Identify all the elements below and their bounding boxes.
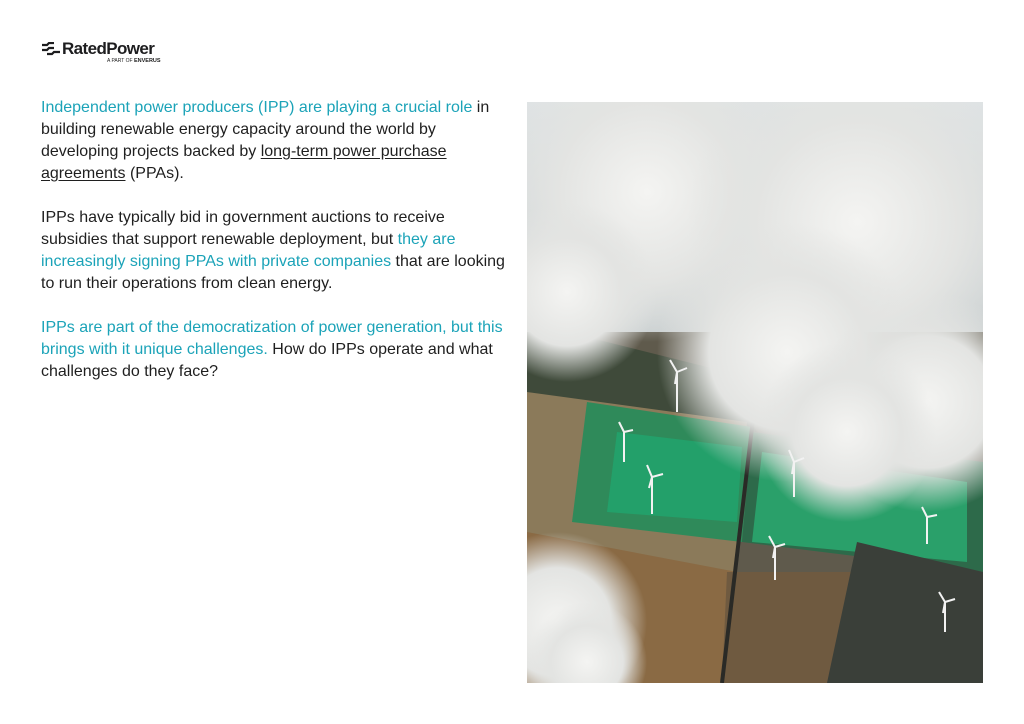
brand-sub-prefix: A PART OF (107, 58, 133, 64)
body-text: in building renewable energy capacity around the world by developing projects backed by (41, 99, 490, 160)
intro-text (41, 97, 511, 405)
ratedpower-logo-icon (41, 42, 61, 56)
wind-farm-aerial-photo (527, 102, 983, 683)
highlight-text: Independent power producers (IPP) are playing a crucial role (41, 99, 473, 116)
brand-name: RatedPower (62, 39, 155, 58)
intro-paragraph-2 (41, 207, 511, 295)
body-text: How do IPPs operate and what challenges do they face? (41, 341, 493, 380)
body-text: IPPs have typically bid in government auctions to receive subsidies that support renewable deployment, but (41, 209, 445, 248)
intro-paragraph-1 (41, 97, 511, 185)
intro-paragraph-3 (41, 317, 511, 383)
highlight-text: they are increasingly signing PPAs with private companies (41, 231, 456, 270)
brand-sub-name: ENVERUS (133, 58, 161, 64)
ppa-link[interactable]: long-term power purchase agreements (41, 143, 447, 182)
brand-subline (107, 58, 161, 64)
brand-logo (41, 40, 201, 66)
body-text: that are looking to run their operations from clean energy. (41, 253, 505, 292)
highlight-text: IPPs are part of the democratization of power generation, but this brings with it unique challenges. (41, 319, 503, 358)
body-text: (PPAs). (125, 165, 184, 182)
